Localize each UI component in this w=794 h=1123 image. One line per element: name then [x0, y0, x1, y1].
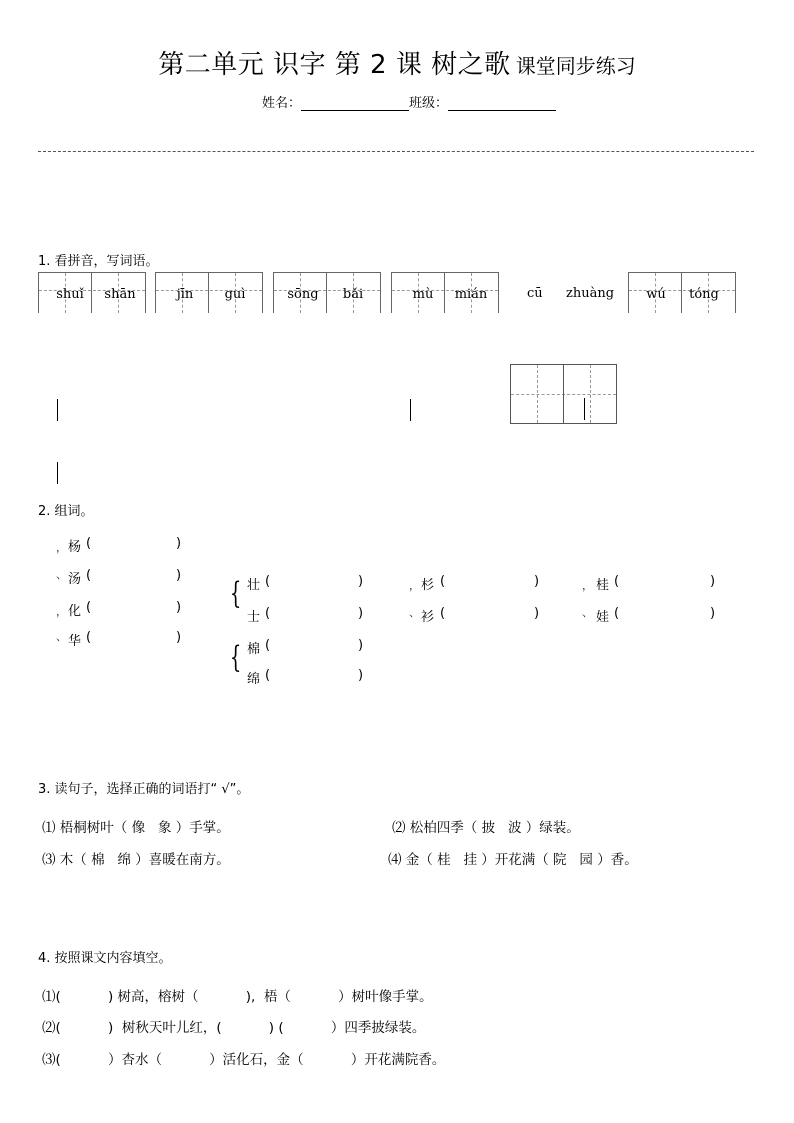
paren-open: (	[614, 606, 620, 621]
paren-open: (	[614, 574, 620, 589]
pinyin-block-3	[273, 272, 381, 313]
char: 娃	[596, 610, 610, 625]
q3-item-3[interactable]: ⑶ 木（ 棉 绵 ）喜暖在南方。	[42, 852, 230, 868]
name-blank[interactable]	[301, 96, 409, 111]
pinyin: wú	[646, 287, 666, 302]
q3-item-4[interactable]: ⑷ 金（ 桂 挂 ）开花满（ 院 园 ）香。	[388, 852, 638, 868]
mark: 、	[56, 630, 67, 643]
class-label: 班级：	[409, 96, 449, 111]
pinyin: shuǐ	[56, 287, 84, 302]
paren-open: (	[86, 568, 92, 583]
brace-icon: {	[229, 640, 242, 675]
paren-close: )	[176, 568, 182, 583]
paren-close: )	[176, 630, 182, 645]
char: 棉	[247, 642, 261, 657]
mark: 、	[409, 606, 420, 619]
paren-close: )	[534, 574, 540, 589]
paren-close: )	[358, 574, 364, 589]
cursor-bar	[584, 398, 585, 420]
pinyin-block-2	[155, 272, 263, 313]
paren-open: (	[86, 536, 92, 551]
pinyin: shān	[104, 287, 136, 302]
title-main: 第二单元 识字 第 2 课 树之歌	[158, 50, 511, 80]
pinyin: guì	[224, 287, 246, 302]
pinyin: bǎi	[342, 287, 364, 302]
char: 华	[68, 634, 82, 649]
q3-item-2[interactable]: ⑵ 松柏四季（ 披 波 ）绿装。	[392, 820, 580, 836]
pinyin-block-1	[38, 272, 146, 313]
char: 杨	[68, 540, 82, 555]
paren-close: )	[176, 600, 182, 615]
q4-line-1[interactable]: ⑴( ) 树高，榕树（ ), 梧（ ）树叶像手掌。	[42, 989, 433, 1005]
char: 化	[68, 604, 82, 619]
pinyin: zhuàng	[566, 286, 615, 301]
mark: ，	[582, 579, 593, 592]
pinyin-block-4	[391, 272, 499, 313]
page-title	[0, 44, 794, 81]
pinyin-block-6	[628, 272, 736, 313]
cursor-bar	[57, 462, 58, 484]
tianzige-grid[interactable]	[510, 364, 617, 424]
cursor-bar	[410, 399, 411, 421]
char: 绵	[247, 672, 261, 687]
pinyin: mián	[454, 287, 488, 302]
char: 汤	[68, 572, 82, 587]
paren-close: )	[710, 606, 716, 621]
student-info-line	[262, 92, 556, 111]
name-label: 姓名：	[262, 96, 302, 111]
char: 士	[247, 610, 261, 625]
paren-open: (	[265, 574, 271, 589]
mark: 、	[582, 606, 593, 619]
char: 杉	[421, 578, 435, 593]
paren-open: (	[440, 606, 446, 621]
class-blank[interactable]	[448, 96, 556, 111]
paren-close: )	[358, 606, 364, 621]
q2-heading: 2. 组词。	[38, 504, 94, 519]
dashed-separator	[38, 151, 754, 152]
pinyin: tóng	[689, 287, 719, 302]
title-sub: 课堂同步练习	[515, 54, 636, 78]
paren-close: )	[176, 536, 182, 551]
paren-close: )	[358, 668, 364, 683]
char: 桂	[596, 578, 610, 593]
char: 衫	[421, 610, 435, 625]
q3-heading: 3. 读句子，选择正确的词语打“ √”。	[38, 782, 250, 797]
char: 壮	[247, 578, 261, 593]
paren-open: (	[440, 574, 446, 589]
paren-open: (	[86, 630, 92, 645]
cursor-bar	[57, 399, 58, 421]
q3-item-1[interactable]: ⑴ 梧桐树叶（ 像 象 ）手掌。	[42, 820, 230, 836]
paren-close: )	[534, 606, 540, 621]
mark: 、	[56, 568, 67, 581]
mark: ，	[56, 605, 67, 618]
mark: ，	[56, 541, 67, 554]
paren-open: (	[265, 638, 271, 653]
paren-open: (	[86, 600, 92, 615]
paren-close: )	[710, 574, 716, 589]
pinyin: jīn	[176, 287, 194, 302]
q4-line-3[interactable]: ⑶( ）杏水（ ）活化石，金（ ）开花满院香。	[42, 1052, 446, 1068]
pinyin: cū	[527, 286, 543, 301]
brace-icon: {	[229, 576, 242, 611]
q4-line-2[interactable]: ⑵( ) 树秋天叶儿红，( ) ( ）四季披绿装。	[42, 1020, 426, 1036]
mark: ，	[409, 579, 420, 592]
paren-open: (	[265, 668, 271, 683]
paren-open: (	[265, 606, 271, 621]
q4-heading: 4. 按照课文内容填空。	[38, 951, 172, 966]
paren-close: )	[358, 638, 364, 653]
pinyin: mù	[412, 287, 434, 302]
pinyin: sōng	[287, 287, 319, 302]
q1-heading: 1. 看拼音，写词语。	[38, 254, 159, 269]
